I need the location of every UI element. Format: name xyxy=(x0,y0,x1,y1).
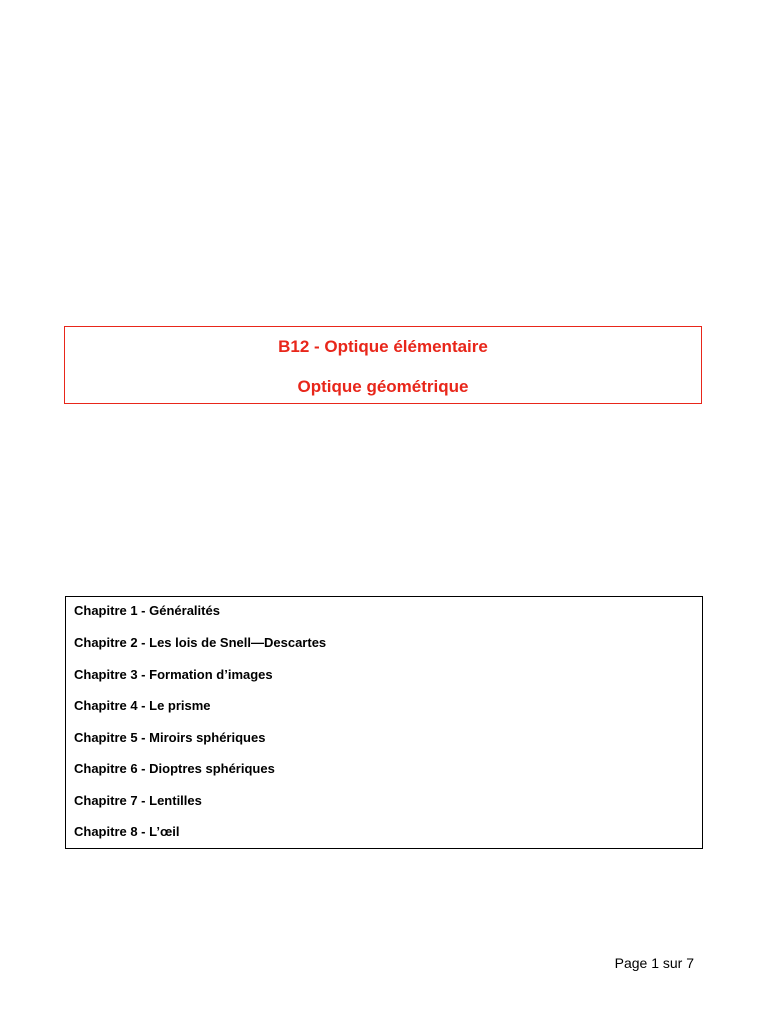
chapter-8: Chapitre 8 - L’œil xyxy=(74,824,180,839)
chapter-7: Chapitre 7 - Lentilles xyxy=(74,793,202,808)
chapter-2: Chapitre 2 - Les lois de Snell—Descartes xyxy=(74,635,327,650)
course-subtitle: Optique géométrique xyxy=(297,377,469,396)
table-of-contents xyxy=(65,596,703,849)
chapter-4: Chapitre 4 - Le prisme xyxy=(74,698,211,713)
chapter-1: Chapitre 1 - Généralités xyxy=(74,603,220,618)
chapter-3: Chapitre 3 - Formation d’images xyxy=(74,667,273,682)
document-title-box xyxy=(64,326,702,404)
chapter-5: Chapitre 5 - Miroirs sphériques xyxy=(74,730,266,745)
page-number: Page 1 sur 7 xyxy=(614,955,694,971)
chapter-6: Chapitre 6 - Dioptres sphériques xyxy=(74,761,275,776)
course-title: B12 - Optique élémentaire xyxy=(278,337,488,356)
